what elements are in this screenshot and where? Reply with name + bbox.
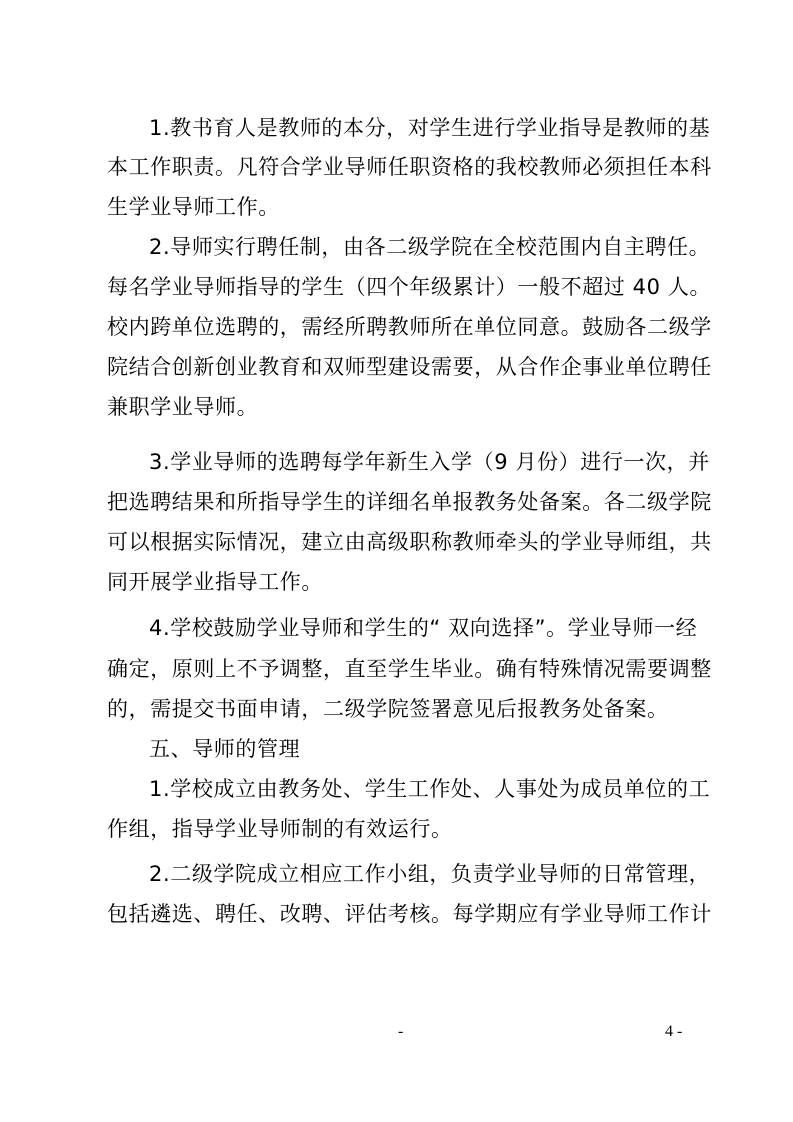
text-line: 包括遴选、聘任、改聘、评估考核。每学期应有学业导师工作计 — [107, 902, 712, 926]
text-line: 4.学校鼓励学业导师和学生的“ 双向选择”。学业导师一经 — [149, 616, 698, 640]
text-line: 每名学业导师指导的学生（四个年级累计）一般不超过 40 人。 — [107, 275, 712, 299]
footer-dash: - — [398, 1023, 404, 1040]
text-line: 2.二级学院成立相应工作小组，负责学业导师的日常管理， — [149, 862, 711, 886]
text-line: 1.教书育人是教师的本分，对学生进行学业指导是教师的基 — [149, 116, 711, 140]
text-line: 校内跨单位选聘的，需经所聘教师所在单位同意。鼓励各二级学 — [107, 315, 712, 339]
text-line: 同开展学业指导工作。 — [107, 570, 323, 594]
page-number: 4 - — [665, 1023, 683, 1040]
text-line: 1.学校成立由教务处、学生工作处、人事处为成员单位的工 — [149, 777, 711, 801]
text-line: 可以根据实际情况，建立由高级职称教师牵头的学业导师组，共 — [107, 530, 712, 554]
text-line: 确定，原则上不予调整，直至学生毕业。确有特殊情况需要调整 — [107, 657, 712, 681]
text-line: 作组，指导学业导师制的有效运行。 — [107, 817, 453, 841]
text-line: 生学业导师工作。 — [107, 195, 280, 219]
text-line: 把选聘结果和所指导学生的详细名单报教务处备案。各二级学院 — [107, 490, 712, 514]
text-line: 院结合创新创业教育和双师型建设需要，从合作企事业单位聘任 — [107, 355, 712, 379]
text-line: 的，需提交书面申请，二级学院签署意见后报教务处备案。 — [107, 697, 669, 721]
text-line: 3.学业导师的选聘每学年新生入学（9 月份）进行一次，并 — [149, 450, 710, 474]
text-line: 本工作职责。凡符合学业导师任职资格的我校教师必须担任本科 — [107, 155, 712, 179]
text-line: 2.导师实行聘任制，由各二级学院在全校范围内自主聘任。 — [149, 235, 711, 259]
text-line: 兼职学业导师。 — [107, 395, 259, 419]
section-heading: 五、导师的管理 — [149, 737, 301, 761]
